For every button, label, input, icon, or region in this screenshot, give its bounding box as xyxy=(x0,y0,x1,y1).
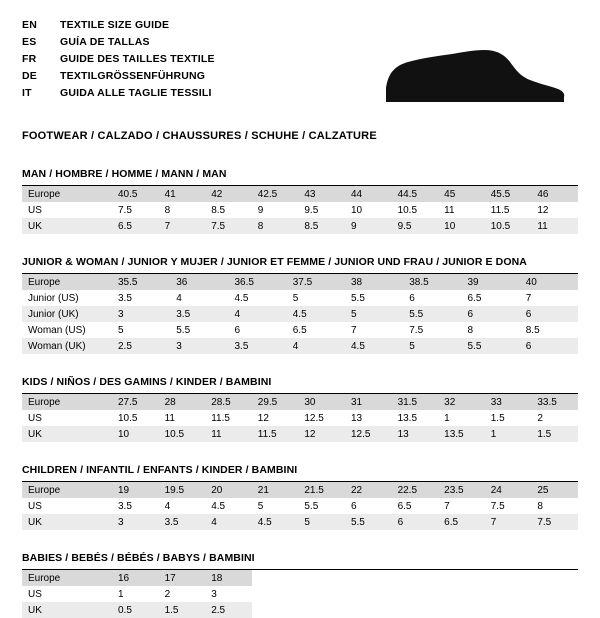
table-row xyxy=(22,498,578,514)
size-cell: 36.5 xyxy=(229,274,287,290)
row-label: UK xyxy=(22,426,112,442)
size-cell-empty xyxy=(485,602,532,618)
size-cell: 6.5 xyxy=(112,218,159,234)
language-title: GUIDE DES TAILLES TEXTILE xyxy=(60,53,215,65)
group-man xyxy=(22,168,578,234)
group-title: BABIES / BEBÉS / BÉBÉS / BABYS / BAMBINI xyxy=(22,552,255,564)
size-cell: 24 xyxy=(485,482,532,498)
row-label: US xyxy=(28,204,42,216)
size-cell-empty xyxy=(438,570,485,586)
size-cell: 13 xyxy=(350,412,363,424)
size-cell: 22 xyxy=(345,482,392,498)
size-cell: 5.5 xyxy=(351,292,365,304)
size-cell: 8.5 xyxy=(525,324,540,336)
row-label: UK xyxy=(22,514,112,530)
table-row xyxy=(22,322,578,338)
size-cell: 1 xyxy=(485,426,532,442)
size-cell: 5 xyxy=(292,292,299,304)
size-cell: 13.5 xyxy=(397,412,418,424)
size-cell-empty xyxy=(531,602,578,618)
size-cell: 11.5 xyxy=(490,204,510,216)
size-cell: 31 xyxy=(345,394,392,410)
row-label: US xyxy=(28,412,42,424)
group-title: JUNIOR & WOMAN / JUNIOR Y MUJER / JUNIOR ET FEMME / JUNIOR UND FRAU / JUNIOR E DONA xyxy=(22,256,527,268)
language-code: ES xyxy=(22,36,37,48)
size-cell: 4 xyxy=(164,500,171,512)
size-cell: 7.5 xyxy=(531,514,578,530)
size-cell: 4.5 xyxy=(252,514,299,530)
size-cell: 5.5 xyxy=(304,500,319,512)
language-code: DE xyxy=(22,70,37,82)
language-title-body xyxy=(22,18,215,103)
size-cell: 11.5 xyxy=(211,412,230,424)
size-cell: 4.5 xyxy=(345,338,403,354)
size-cell: 7 xyxy=(159,218,206,234)
language-title: GUIDA ALLE TAGLIE TESSILI xyxy=(60,87,212,99)
size-cell: 17 xyxy=(159,570,206,586)
size-cell: 18 xyxy=(205,570,252,586)
size-cell: 6 xyxy=(520,338,578,354)
size-cell: 5 xyxy=(403,338,461,354)
size-cell: 10 xyxy=(112,426,159,442)
size-cell: 43 xyxy=(298,186,345,202)
size-cell: 5 xyxy=(257,500,264,512)
size-cell: 11 xyxy=(531,218,578,234)
language-code: IT xyxy=(22,87,32,99)
row-label: Europe xyxy=(22,394,112,410)
size-cell: 9.5 xyxy=(392,218,439,234)
table-row xyxy=(22,514,578,530)
size-cell: 22.5 xyxy=(392,482,439,498)
size-table-children xyxy=(22,482,578,530)
size-cell-empty xyxy=(252,570,299,586)
size-cell: 5 xyxy=(118,324,124,336)
size-cell: 10 xyxy=(438,218,485,234)
size-cell: 12.5 xyxy=(345,426,392,442)
language-code: FR xyxy=(22,53,37,65)
size-cell: 1 xyxy=(444,412,450,424)
row-label: US xyxy=(28,500,42,512)
size-cell: 9 xyxy=(345,218,392,234)
size-cell: 4 xyxy=(205,514,252,530)
size-cell: 45 xyxy=(438,186,485,202)
size-cell: 3.5 xyxy=(159,514,206,530)
size-cell: 8.5 xyxy=(298,218,345,234)
size-cell: 3.5 xyxy=(229,338,287,354)
size-cell: 7.5 xyxy=(205,218,252,234)
size-cell: 3 xyxy=(170,338,228,354)
size-cell: 2.5 xyxy=(205,602,252,618)
size-cell: 5.5 xyxy=(462,338,520,354)
size-cell: 19 xyxy=(112,482,159,498)
size-cell-empty xyxy=(392,602,439,618)
table-row xyxy=(22,306,578,322)
size-cell: 1 xyxy=(118,588,124,600)
size-cell: 21.5 xyxy=(298,482,345,498)
size-cell: 3 xyxy=(112,306,170,322)
size-cell: 8.5 xyxy=(211,204,226,216)
size-cell: 10.5 xyxy=(159,426,206,442)
language-title-list xyxy=(22,18,215,103)
size-cell: 40 xyxy=(520,274,578,290)
size-cell: 25 xyxy=(531,482,578,498)
size-cell: 33.5 xyxy=(531,394,578,410)
size-cell: 28 xyxy=(159,394,206,410)
size-cell: 8 xyxy=(467,324,474,336)
language-row xyxy=(22,69,215,86)
size-cell: 10.5 xyxy=(118,412,138,424)
table-row xyxy=(22,602,578,618)
size-cell-empty xyxy=(392,570,439,586)
row-label: Europe xyxy=(22,482,112,498)
size-cell: 12 xyxy=(298,426,345,442)
size-cell: 6 xyxy=(392,514,439,530)
group-title: CHILDREN / INFANTIL / ENFANTS / KINDER / BAMBINI xyxy=(22,464,298,476)
size-cell: 7 xyxy=(444,500,450,512)
size-cell: 16 xyxy=(112,570,159,586)
size-cell-empty xyxy=(252,602,299,618)
size-cell: 44.5 xyxy=(392,186,439,202)
dress-shoe-icon xyxy=(378,44,568,106)
size-cell-empty xyxy=(438,602,485,618)
group-kids xyxy=(22,376,578,442)
group-children xyxy=(22,464,578,530)
size-cell: 2 xyxy=(164,588,171,600)
size-cell: 2.5 xyxy=(112,338,170,354)
size-cell: 28.5 xyxy=(205,394,252,410)
size-cell: 3.5 xyxy=(118,500,132,512)
size-cell: 36 xyxy=(170,274,228,290)
table-row xyxy=(22,482,578,498)
size-cell: 11 xyxy=(205,426,252,442)
size-cell: 32 xyxy=(438,394,485,410)
size-cell: 6.5 xyxy=(438,514,485,530)
size-cell: 7 xyxy=(525,292,532,304)
size-cell: 8 xyxy=(537,500,543,512)
size-cell: 37.5 xyxy=(287,274,345,290)
size-cell: 11.5 xyxy=(252,426,299,442)
table-row xyxy=(22,186,578,202)
language-title: GUÍA DE TALLAS xyxy=(60,36,150,48)
size-cell: 5 xyxy=(298,514,345,530)
size-cell: 5.5 xyxy=(345,514,392,530)
size-cell: 19.5 xyxy=(159,482,206,498)
row-label: Europe xyxy=(22,186,112,202)
size-cell: 29.5 xyxy=(252,394,299,410)
size-cell: 12 xyxy=(257,412,269,424)
size-cell: 39 xyxy=(462,274,520,290)
size-cell: 10.5 xyxy=(485,218,532,234)
size-cell: 7 xyxy=(351,324,357,336)
size-cell: 46 xyxy=(531,186,578,202)
size-cell: 12 xyxy=(537,204,549,216)
size-cell-empty xyxy=(345,602,392,618)
size-cell: 33 xyxy=(485,394,532,410)
size-cell: 0.5 xyxy=(112,602,159,618)
size-cell: 7.5 xyxy=(409,324,424,336)
size-cell: 10.5 xyxy=(397,204,418,216)
size-cell-empty xyxy=(485,570,532,586)
size-cell: 4 xyxy=(229,306,287,322)
size-cell: 4.5 xyxy=(234,292,249,304)
size-cell: 40.5 xyxy=(112,186,159,202)
size-cell: 42 xyxy=(205,186,252,202)
table-row xyxy=(22,426,578,442)
size-cell: 31.5 xyxy=(392,394,439,410)
row-label: UK xyxy=(22,602,112,618)
language-row xyxy=(22,18,215,35)
size-cell: 3 xyxy=(211,588,217,600)
size-cell: 9 xyxy=(257,204,264,216)
size-cell: 8 xyxy=(252,218,299,234)
row-label: Europe xyxy=(22,274,112,290)
size-cell: 20 xyxy=(205,482,252,498)
size-cell: 4.5 xyxy=(287,306,345,322)
size-cell: 7 xyxy=(485,514,532,530)
row-label: Europe xyxy=(22,570,112,586)
size-table-man xyxy=(22,186,578,234)
group-title: MAN / HOMBRE / HOMME / MANN / MAN xyxy=(22,168,227,180)
size-cell-empty xyxy=(531,570,578,586)
size-cell: 7.5 xyxy=(490,500,505,512)
size-cell: 30 xyxy=(298,394,345,410)
size-cell: 9.5 xyxy=(304,204,319,216)
size-table-junior-woman xyxy=(22,274,578,354)
size-table-babies xyxy=(22,570,578,618)
row-label: UK xyxy=(22,218,112,234)
table-row xyxy=(22,570,578,586)
size-cell: 2 xyxy=(537,412,543,424)
language-code: EN xyxy=(22,19,37,31)
size-cell: 6 xyxy=(350,500,357,512)
size-cell: 10 xyxy=(350,204,363,216)
size-cell: 5.5 xyxy=(176,324,191,336)
size-cell: 1.5 xyxy=(490,412,505,424)
row-label: Junior (US) xyxy=(28,292,79,304)
size-cell: 27.5 xyxy=(112,394,159,410)
size-cell: 41 xyxy=(159,186,206,202)
size-cell: 1.5 xyxy=(159,602,206,618)
category-title: FOOTWEAR / CALZADO / CHAUSSURES / SCHUHE / CALZATURE xyxy=(22,130,377,142)
size-cell-empty xyxy=(298,570,345,586)
size-cell: 6.5 xyxy=(292,324,307,336)
size-cell: 11 xyxy=(444,204,455,216)
language-title: TEXTILE SIZE GUIDE xyxy=(60,19,170,31)
size-cell: 45.5 xyxy=(485,186,532,202)
table-row xyxy=(22,218,578,234)
size-cell: 11 xyxy=(164,412,175,424)
size-cell: 6.5 xyxy=(397,500,412,512)
size-cell: 4 xyxy=(176,292,182,304)
size-cell: 1.5 xyxy=(531,426,578,442)
row-label: Woman (US) xyxy=(28,324,86,336)
size-cell: 21 xyxy=(252,482,299,498)
table-row xyxy=(22,394,578,410)
size-cell: 6 xyxy=(462,306,520,322)
size-cell: 7.5 xyxy=(118,204,132,216)
size-cell: 4.5 xyxy=(211,500,226,512)
size-cell: 13 xyxy=(392,426,439,442)
size-cell: 3.5 xyxy=(170,306,228,322)
size-cell: 44 xyxy=(345,186,392,202)
size-cell: 38 xyxy=(345,274,403,290)
group-junior-woman xyxy=(22,256,578,354)
row-label: US xyxy=(28,588,42,600)
size-cell: 42.5 xyxy=(252,186,299,202)
size-cell: 12.5 xyxy=(304,412,324,424)
group-babies xyxy=(22,552,578,618)
size-cell: 5.5 xyxy=(403,306,461,322)
language-row xyxy=(22,86,215,103)
table-row xyxy=(22,338,578,354)
size-cell: 13.5 xyxy=(438,426,485,442)
table-row xyxy=(22,274,578,290)
size-cell-empty xyxy=(298,602,345,618)
size-cell: 3.5 xyxy=(118,292,132,304)
size-cell: 38.5 xyxy=(403,274,461,290)
size-cell-empty xyxy=(345,570,392,586)
size-cell: 8 xyxy=(164,204,171,216)
size-cell: 35.5 xyxy=(112,274,170,290)
language-title: TEXTILGRÖSSENFÜHRUNG xyxy=(60,70,206,82)
size-cell: 23.5 xyxy=(438,482,485,498)
size-cell: 3 xyxy=(112,514,159,530)
header xyxy=(22,18,578,110)
size-cell: 6 xyxy=(409,292,415,304)
language-row xyxy=(22,35,215,52)
size-cell: 6 xyxy=(234,324,241,336)
size-cell: 6.5 xyxy=(467,292,482,304)
size-cell: 6 xyxy=(520,306,578,322)
row-label: Junior (UK) xyxy=(22,306,112,322)
table-row xyxy=(22,290,578,306)
group-title: KIDS / NIÑOS / DES GAMINS / KINDER / BAMBINI xyxy=(22,376,272,388)
size-cell: 5 xyxy=(345,306,403,322)
table-row xyxy=(22,410,578,426)
language-row xyxy=(22,52,215,69)
table-row xyxy=(22,202,578,218)
row-label: Woman (UK) xyxy=(22,338,112,354)
size-cell: 4 xyxy=(287,338,345,354)
size-table-kids xyxy=(22,394,578,442)
